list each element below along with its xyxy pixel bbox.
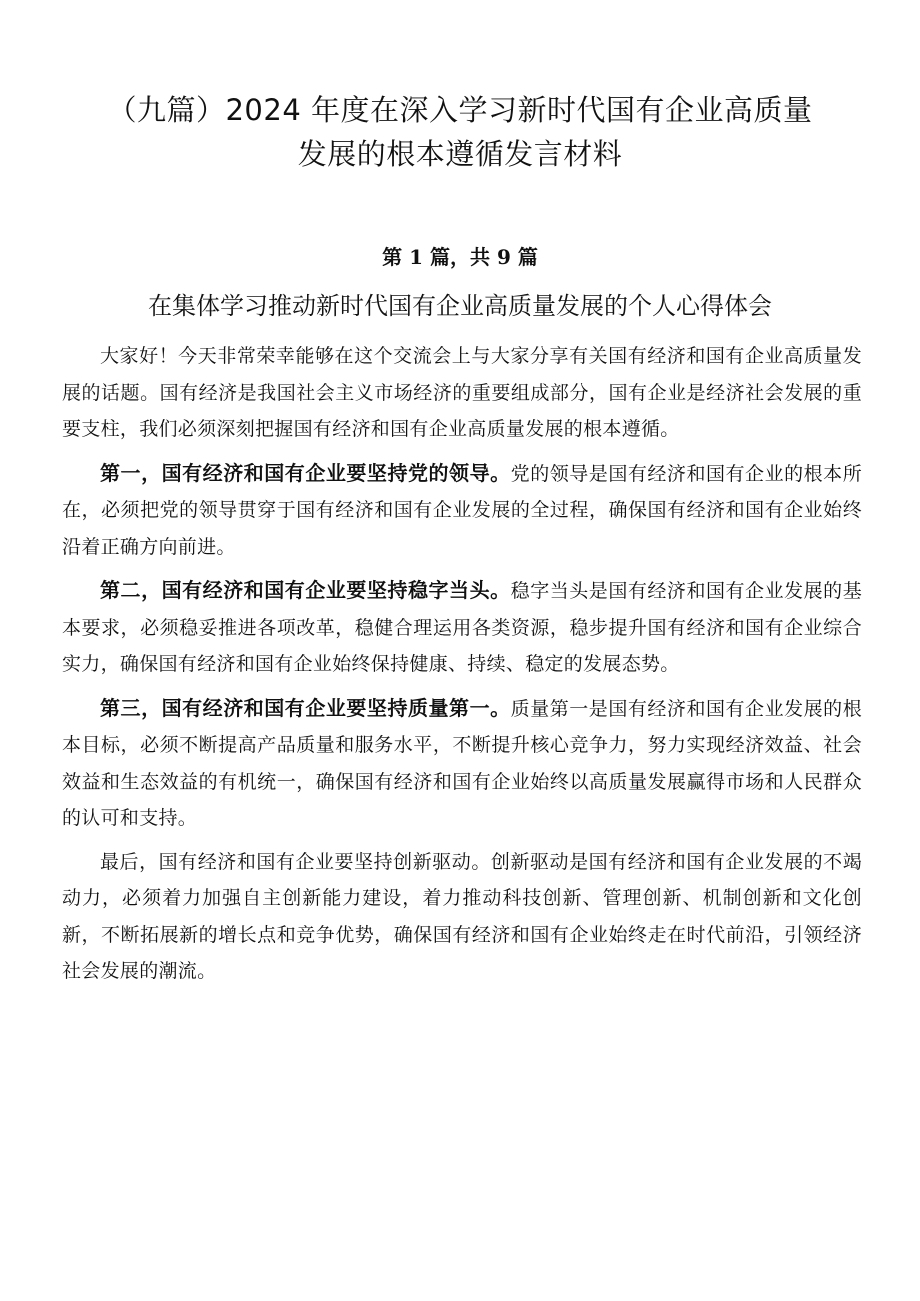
document-title-line-1: （九篇）2024 年度在深入学习新时代国有企业高质量 — [107, 93, 813, 127]
paragraph-point-1 — [62, 455, 862, 566]
paragraph-lead: 第二，国有经济和国有企业要坚持稳字当头。 — [100, 578, 511, 602]
paragraph-intro — [62, 338, 862, 448]
section-heading: 在集体学习推动新时代国有企业高质量发展的个人心得体会 — [148, 292, 772, 320]
paragraph-text: 党的领导是国有经济和国有企业的根本所在，必须把党的领导贯穿于国有经济和国有企业发展的全过程，确保国有经济和国有企业始终沿着正确方向前进。 — [62, 462, 863, 558]
part-label: 第 1 篇，共 9 篇 — [382, 245, 538, 269]
paragraph-lead: 第一，国有经济和国有企业要坚持党的领导。 — [100, 460, 511, 485]
paragraph-text: 大家好！今天非常荣幸能够在这个交流会上与大家分享有关国有经济和国有企业高质量发展的话题。国有经济是我国社会主义市场经济的重要组成部分，国有企业是经济社会发展的重要支柱，我们必须深刻把握国有经济和国有企业高质量发展的根本遵循。 — [62, 345, 862, 440]
document-title — [60, 88, 860, 176]
paragraph-text: 质量第一是国有经济和国有企业发展的根本目标，必须不断提高产品质量和服务水平，不断提升核心竞争力，努力实现经济效益、社会效益和生态效益的有机统一，确保国有经济和国有企业始终以高质量发展赢得市场和人民群众的认可和支持。 — [62, 697, 863, 829]
document-body — [62, 338, 862, 997]
paragraph-point-3 — [62, 690, 862, 837]
paragraph-lead: 第三，国有经济和国有企业要坚持质量第一。 — [100, 695, 511, 720]
paragraph-conclusion — [62, 844, 862, 990]
paragraph-text: 稳字当头是国有经济和国有企业发展的基本要求，必须稳妥推进各项改革，稳健合理运用各类资源，稳步提升国有经济和国有企业综合实力，确保国有经济和国有企业始终保持健康、持续、稳定的发展态势。 — [62, 580, 863, 675]
document-title-line-2: 发展的根本遵循发言材料 — [297, 137, 623, 171]
paragraph-text: 最后，国有经济和国有企业要坚持创新驱动。创新驱动是国有经济和国有企业发展的不竭动力，必须着力加强自主创新能力建设，着力推动科技创新、管理创新、机制创新和文化创新，不断拓展新的增长点和竞争优势，确保国有经济和国有企业始终走在时代前沿，引领经济社会发展的潮流。 — [62, 850, 862, 982]
paragraph-point-2 — [62, 572, 862, 683]
